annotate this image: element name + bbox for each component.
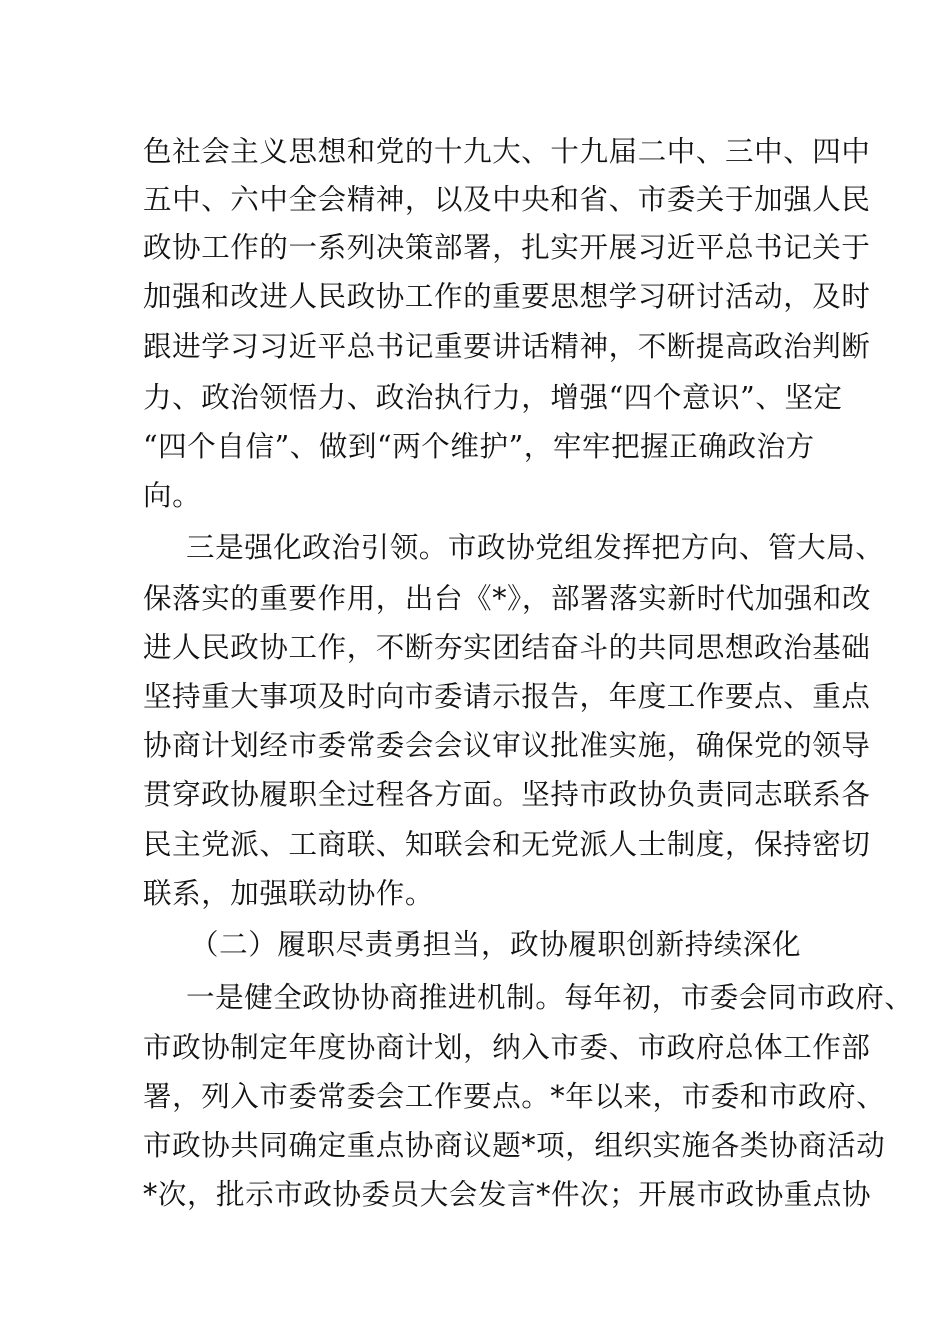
paragraph-first-line: 三是强化政治引领。市政协党组发挥把方向、管大局、 bbox=[186, 531, 885, 564]
paragraph-line: 联系，加强联动协作。 bbox=[143, 877, 435, 910]
section-heading: （二）履职尽责勇担当，政协履职创新持续深化 bbox=[190, 928, 802, 961]
paragraph-line: 向。 bbox=[143, 479, 202, 512]
paragraph-line: 贯穿政协履职全过程各方面。坚持市政协负责同志联系各 bbox=[143, 778, 871, 811]
paragraph-line: 署，列入市委常委会工作要点。*年以来，市委和市政府、 bbox=[143, 1080, 886, 1113]
paragraph-line: 民主党派、工商联、知联会和无党派人士制度，保持密切 bbox=[143, 828, 871, 861]
paragraph-line: 五中、六中全会精神，以及中央和省、市委关于加强人民 bbox=[143, 183, 871, 216]
paragraph-line: 市政协共同确定重点协商议题*项，组织实施各类协商活动 bbox=[143, 1129, 886, 1162]
paragraph-line: 进人民政协工作，不断夯实团结奋斗的共同思想政治基础 bbox=[143, 631, 871, 664]
paragraph-line: 加强和改进人民政协工作的重要思想学习研讨活动，及时 bbox=[143, 280, 871, 313]
paragraph-line: 政协工作的一系列决策部署，扎实开展习近平总书记关于 bbox=[143, 231, 871, 264]
paragraph-line: 坚持重大事项及时向市委请示报告，年度工作要点、重点 bbox=[143, 680, 871, 713]
paragraph-line: *次，批示市政协委员大会发言*件次；开展市政协重点协 bbox=[143, 1178, 872, 1211]
paragraph-line: 协商计划经市委常委会会议审议批准实施，确保党的领导 bbox=[143, 729, 871, 762]
paragraph-line: 力、政治领悟力、政治执行力，增强“四个意识”、坚定 bbox=[143, 381, 843, 414]
paragraph-line: 跟进学习习近平总书记重要讲话精神，不断提高政治判断 bbox=[143, 330, 871, 363]
paragraph-first-line: 一是健全政协协商推进机制。每年初，市委会同市政府、 bbox=[186, 981, 914, 1014]
paragraph-line: “四个自信”、做到“两个维护”，牢牢把握正确政治方 bbox=[143, 430, 815, 463]
paragraph-line: 保落实的重要作用，出台《*》，部署落实新时代加强和改 bbox=[143, 582, 872, 615]
paragraph-line: 市政协制定年度协商计划，纳入市委、市政府总体工作部 bbox=[143, 1031, 871, 1064]
paragraph-line: 色社会主义思想和党的十九大、十九届二中、三中、四中 bbox=[143, 135, 871, 168]
